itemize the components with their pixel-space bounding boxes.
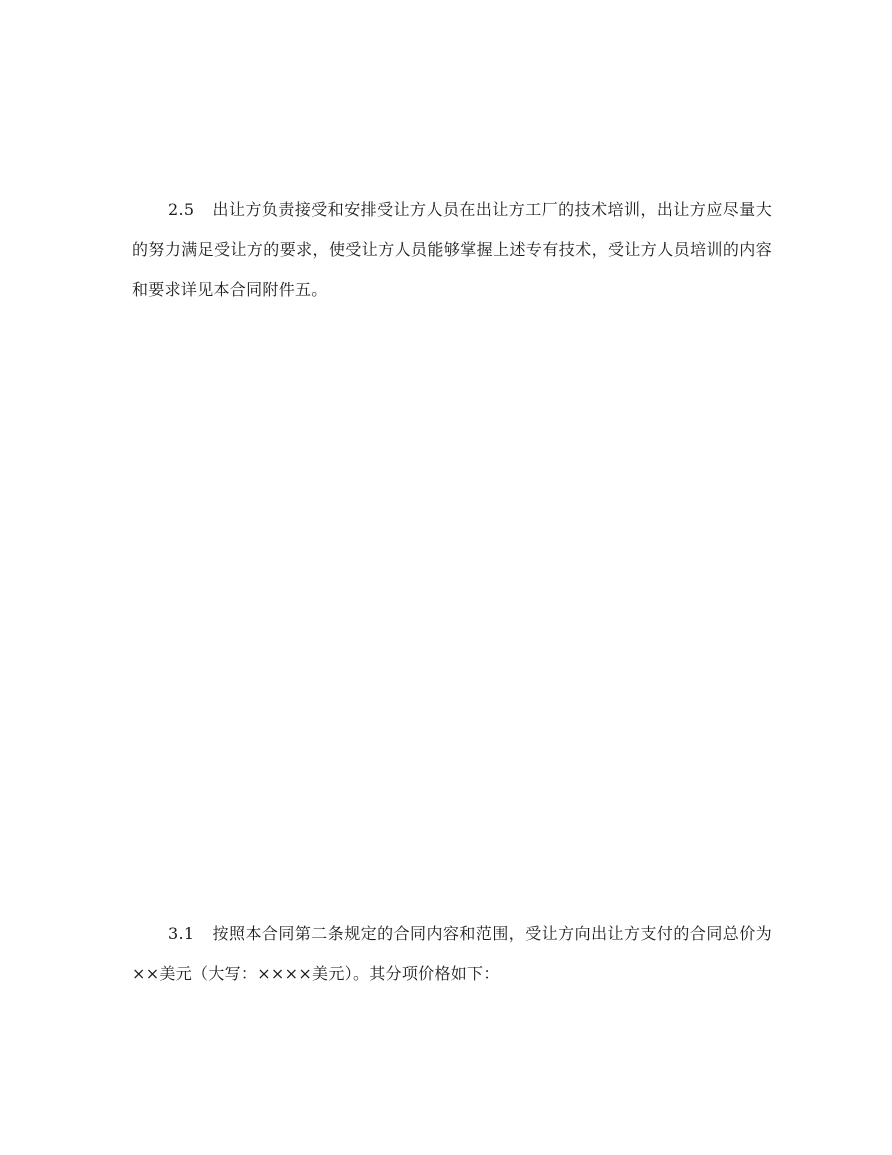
clause-3-1 bbox=[132, 914, 772, 994]
clause-2-7 bbox=[132, 552, 772, 592]
clause-text: 按照本合同第二条规定的合同内容和范围，受让方向出让方支付的合同总价为××美元（大写：××××美元）。其分项价格如下： bbox=[132, 924, 772, 983]
clause-2-6 bbox=[132, 366, 772, 406]
article-3-heading bbox=[168, 822, 186, 862]
clause-2-8 bbox=[132, 688, 772, 728]
clause-number: 2.5 bbox=[168, 200, 195, 219]
clause-2-5 bbox=[132, 190, 772, 310]
clause-number: 3.1 bbox=[168, 924, 195, 943]
clause-text: 出让方负责接受和安排受让方人员在出让方工厂的技术培训，出让方应尽量大的努力满足受让方的要求，使受让方人员能够掌握上述专有技术，受让方人员培训的内容和要求详见本合同附件五。 bbox=[132, 200, 772, 299]
